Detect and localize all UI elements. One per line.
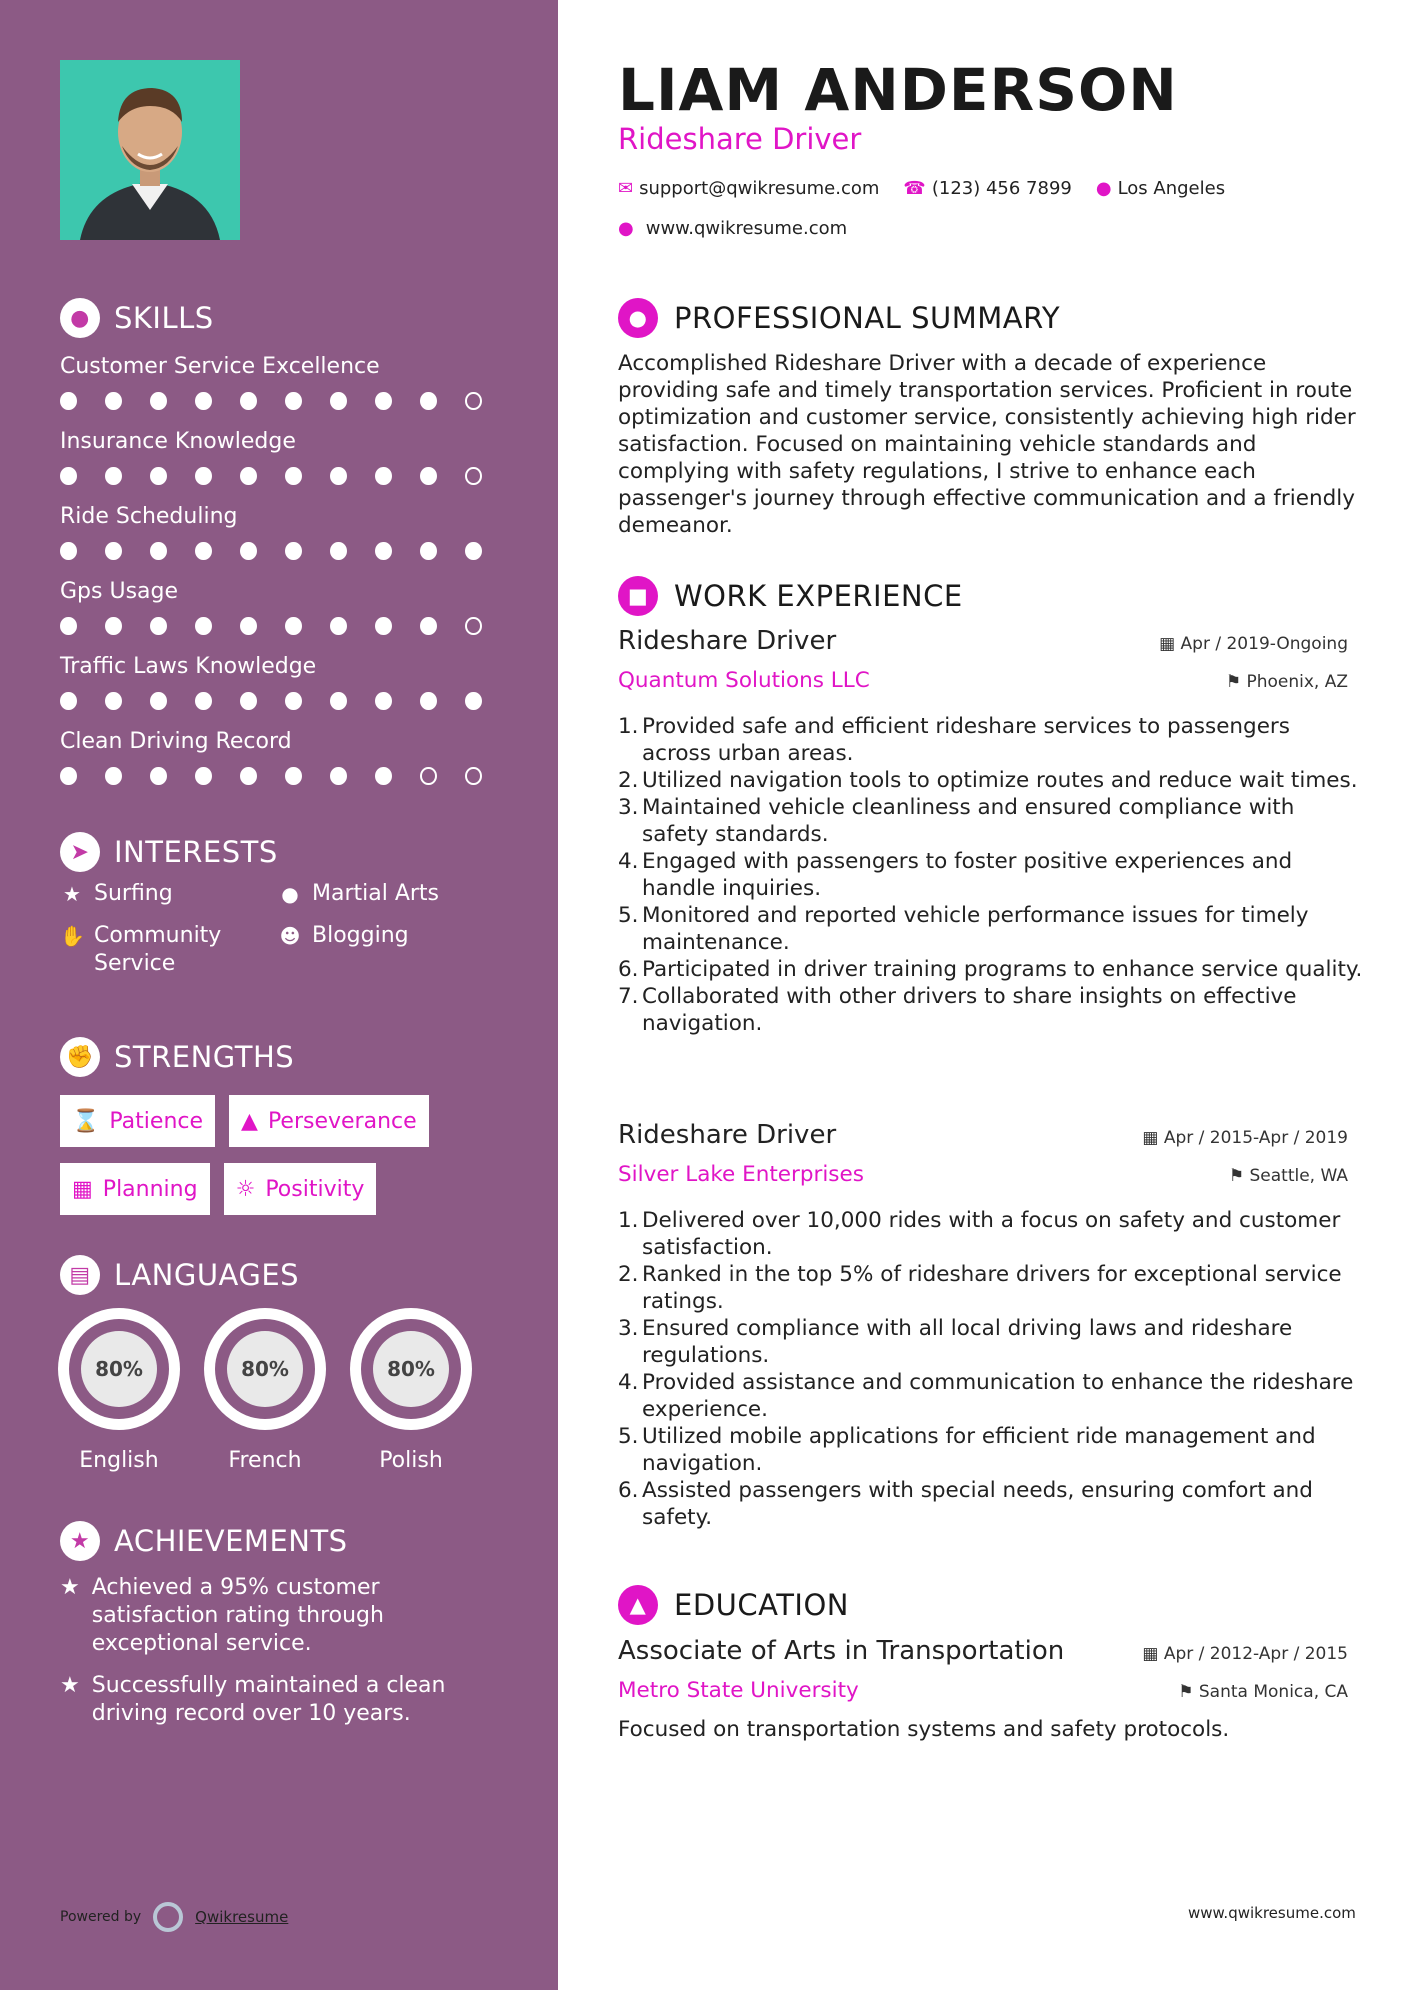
users-icon: ☻ <box>279 924 301 948</box>
rating-dot-filled <box>330 467 347 485</box>
education-heading: ▲ EDUCATION <box>618 1585 849 1625</box>
shooting-star-icon: ★ <box>60 1575 80 1600</box>
education-description: Focused on transportation systems and safety protocols. <box>618 1717 1230 1742</box>
bullet-item: 5. Monitored and reported vehicle performance issues for timely maintenance. <box>618 903 1309 955</box>
sidebar <box>0 0 558 1990</box>
profile-photo <box>60 60 240 240</box>
skill-name: Traffic Laws Knowledge <box>60 654 317 679</box>
skill-item <box>60 650 510 725</box>
shooting-star-icon: ★ <box>60 1673 80 1698</box>
rating-dot-filled <box>105 467 122 485</box>
languages-heading: ▤ LANGUAGES <box>60 1255 299 1295</box>
rating-dot-filled <box>105 617 122 635</box>
job-entry <box>618 1120 1407 1531</box>
school: Metro State University <box>618 1678 859 1703</box>
candidate-name: LIAM ANDERSON <box>618 56 1178 124</box>
bullet-item: 5. Utilized mobile applications for efficient ride management and navigation. <box>618 1424 1316 1476</box>
interests-list <box>60 880 520 978</box>
rating-dot-filled <box>330 767 347 785</box>
rating-dot-filled <box>465 542 482 560</box>
skill-rating <box>60 467 510 485</box>
job-entry <box>618 626 1407 1037</box>
rating-dot-filled <box>375 467 392 485</box>
skill-rating <box>60 617 510 635</box>
rating-dot-filled <box>420 392 437 410</box>
contact-row <box>618 178 1225 199</box>
rating-dot-filled <box>60 617 77 635</box>
main-content <box>558 0 1407 1990</box>
paper-plane-icon: ➤ <box>60 832 100 872</box>
skill-item <box>60 575 510 650</box>
rating-dot-filled <box>150 767 167 785</box>
education-date: ▦ Apr / 2012-Apr / 2015 <box>1142 1644 1348 1664</box>
rating-dot-filled <box>330 617 347 635</box>
website-link[interactable]: www.qwikresume.com <box>645 218 848 239</box>
skills-list <box>60 350 510 800</box>
rating-dot-filled <box>240 617 257 635</box>
rating-dot-empty <box>465 467 482 485</box>
calendar-icon: ▦ <box>1142 1128 1164 1148</box>
rating-dot-filled <box>285 617 302 635</box>
graduation-icon: ▲ <box>618 1585 658 1625</box>
bullet-item: 7. Collaborated with other drivers to share insights on effective navigation. <box>618 984 1297 1036</box>
bullet-item: 3. Ensured compliance with all local driving laws and rideshare regulations. <box>618 1316 1293 1368</box>
rating-dot-filled <box>240 467 257 485</box>
rating-dot-filled <box>195 617 212 635</box>
rating-dot-filled <box>105 392 122 410</box>
rating-dot-filled <box>240 767 257 785</box>
rating-dot-filled <box>60 692 77 710</box>
skill-rating <box>60 542 510 560</box>
phone-text: (123) 456 7899 <box>931 178 1072 199</box>
job-bullets <box>618 713 1363 1037</box>
rating-dot-filled <box>375 692 392 710</box>
globe-icon: ● <box>281 882 299 906</box>
work-heading: ■ WORK EXPERIENCE <box>618 576 963 616</box>
bullet-item: 4. Engaged with passengers to foster positive experiences and handle inquiries. <box>618 849 1293 901</box>
rating-dot-filled <box>150 392 167 410</box>
interests-heading: ➤ INTERESTS <box>60 832 278 872</box>
hand-icon: ✋ <box>60 924 85 948</box>
skill-item <box>60 500 510 575</box>
calendar-icon: ▦ <box>72 1176 93 1202</box>
rating-dot-filled <box>420 617 437 635</box>
bullet-item: 1. Delivered over 10,000 rides with a focus on safety and customer satisfaction. <box>618 1208 1341 1260</box>
summary-heading: ● PROFESSIONAL SUMMARY <box>618 298 1060 338</box>
rating-dot-filled <box>420 692 437 710</box>
calendar-icon: ▦ <box>1142 1644 1164 1664</box>
rating-dot-filled <box>195 392 212 410</box>
skill-name: Insurance Knowledge <box>60 429 296 454</box>
road-icon: ▲ <box>241 1108 258 1134</box>
rating-dot-filled <box>240 692 257 710</box>
language-item: 80% English <box>58 1308 180 1473</box>
email-link[interactable]: support@qwikresume.com <box>639 178 880 199</box>
rating-dot-filled <box>285 767 302 785</box>
skill-item <box>60 725 510 800</box>
rating-dot-filled <box>150 617 167 635</box>
job-company: Quantum Solutions LLC <box>618 668 870 693</box>
chair-icon: ■ <box>618 576 658 616</box>
skill-item <box>60 425 510 500</box>
footer-url[interactable]: www.qwikresume.com <box>1188 1904 1356 1922</box>
website-row <box>618 218 847 239</box>
pushpin-icon: ⚑ <box>1228 1166 1250 1186</box>
fist-icon: ✊ <box>60 1037 100 1077</box>
location-pin-icon: ● <box>1095 178 1112 199</box>
rating-dot-filled <box>60 392 77 410</box>
skill-name: Clean Driving Record <box>60 729 292 754</box>
education-entry <box>618 1636 1348 1742</box>
skill-rating <box>60 692 510 710</box>
rating-dot-filled <box>150 467 167 485</box>
summary-text: Accomplished Rideshare Driver with a decade of experience providing safe and timely transportation services. Proficient in route optimization and customer service, consistently achieving high rider satisfaction. Focused on maintaining vehicle standards and complying with safety regulations, I strive to enhance each passenger's journey through effective communication and a friendly demeanor. <box>618 351 1356 538</box>
skill-name: Ride Scheduling <box>60 504 238 529</box>
user-icon: ● <box>618 298 658 338</box>
skill-rating <box>60 767 510 785</box>
strengths-heading: ✊ STRENGTHS <box>60 1037 294 1077</box>
bullet-item: 1. Provided safe and efficient rideshare services to passengers across urban areas. <box>618 714 1290 766</box>
rating-dot-filled <box>375 767 392 785</box>
degree: Associate of Arts in Transportation <box>618 1636 1065 1666</box>
rating-dot-filled <box>150 542 167 560</box>
rating-dot-filled <box>330 692 347 710</box>
achievements-heading: ★ ACHIEVEMENTS <box>60 1521 348 1561</box>
envelope-icon: ✉ <box>618 178 634 199</box>
bullet-item: 2. Ranked in the top 5% of rideshare drivers for exceptional service ratings. <box>618 1262 1342 1314</box>
bullet-item: 6. Participated in driver training programs to enhance service quality. <box>618 957 1363 982</box>
bullet-item: 6. Assisted passengers with special needs, ensuring comfort and safety. <box>618 1478 1313 1530</box>
skill-name: Customer Service Excellence <box>60 354 380 379</box>
language-item: 80% Polish <box>350 1308 472 1473</box>
job-location: ⚑ Seattle, WA <box>1228 1166 1348 1186</box>
language-ring: 80% <box>204 1308 326 1430</box>
rating-dot-filled <box>105 542 122 560</box>
rating-dot-filled <box>105 767 122 785</box>
language-ring: 80% <box>350 1308 472 1430</box>
language-ring: 80% <box>58 1308 180 1430</box>
bullet-item: 2. Utilized navigation tools to optimize routes and reduce wait times. <box>618 768 1358 793</box>
rating-dot-filled <box>195 767 212 785</box>
star-badge-icon: ★ <box>60 1521 100 1561</box>
rating-dot-filled <box>375 542 392 560</box>
rating-dot-filled <box>285 392 302 410</box>
calendar-icon: ▦ <box>1159 634 1181 654</box>
strength-chip: ▦ Planning <box>60 1163 210 1215</box>
rating-dot-filled <box>375 392 392 410</box>
hourglass-icon: ⌛ <box>72 1108 100 1134</box>
language-card-icon: ▤ <box>60 1255 100 1295</box>
job-date: ▦ Apr / 2019-Ongoing <box>1159 634 1348 654</box>
rating-dot-filled <box>240 392 257 410</box>
achievement-item: ★ Achieved a 95% customer satisfaction rating through exceptional service. <box>60 1575 384 1656</box>
skill-rating <box>60 392 510 410</box>
pushpin-icon: ⚑ <box>1178 1682 1199 1702</box>
globe-icon: ● <box>618 218 634 239</box>
location-text: Los Angeles <box>1117 178 1226 199</box>
job-title: Rideshare Driver <box>618 626 837 656</box>
achievements-list <box>60 1574 500 1742</box>
job-location: ⚑ Phoenix, AZ <box>1225 672 1348 692</box>
pushpin-icon: ⚑ <box>1225 672 1247 692</box>
rating-dot-filled <box>240 542 257 560</box>
rating-dot-filled <box>420 467 437 485</box>
job-bullets <box>618 1207 1363 1531</box>
job-title: Rideshare Driver <box>618 1120 837 1150</box>
bullet-item: 3. Maintained vehicle cleanliness and ensured compliance with safety standards. <box>618 795 1295 847</box>
education-location: ⚑ Santa Monica, CA <box>1178 1682 1348 1702</box>
strength-chip: ☼ Positivity <box>224 1163 377 1215</box>
rating-dot-filled <box>195 692 212 710</box>
rating-dot-filled <box>465 692 482 710</box>
rating-dot-filled <box>60 767 77 785</box>
rating-dot-filled <box>285 467 302 485</box>
skill-item <box>60 350 510 425</box>
interest-item: ✋ Community Service <box>60 923 222 976</box>
bullet-item: 4. Provided assistance and communication to enhance the rideshare experience. <box>618 1370 1354 1422</box>
rating-dot-filled <box>420 542 437 560</box>
rating-dot-filled <box>60 542 77 560</box>
rating-dot-filled <box>195 542 212 560</box>
rating-dot-filled <box>285 692 302 710</box>
interest-item: ● Martial Arts <box>278 880 508 908</box>
powered-by: Powered by Qwikresume <box>60 1902 288 1932</box>
person-avatar-icon <box>60 60 240 240</box>
candidate-role: Rideshare Driver <box>618 122 862 156</box>
qwikresume-logo-icon <box>153 1902 183 1932</box>
rating-dot-empty <box>465 392 482 410</box>
rating-dot-empty <box>465 767 482 785</box>
skill-name: Gps Usage <box>60 579 179 604</box>
star-icon: ★ <box>63 882 81 906</box>
sun-icon: ☼ <box>235 1176 256 1202</box>
rating-dot-filled <box>330 392 347 410</box>
language-item: 80% French <box>204 1308 326 1473</box>
achievement-item: ★ Successfully maintained a clean driving record over 10 years. <box>60 1673 446 1726</box>
rating-dot-empty <box>465 617 482 635</box>
job-date: ▦ Apr / 2015-Apr / 2019 <box>1142 1128 1348 1148</box>
interest-item: ☻ Blogging <box>279 923 409 948</box>
strengths-list <box>60 1095 520 1215</box>
languages-list <box>58 1308 472 1473</box>
lightbulb-icon: ● <box>60 298 100 338</box>
rating-dot-filled <box>330 542 347 560</box>
rating-dot-empty <box>420 767 437 785</box>
rating-dot-filled <box>375 617 392 635</box>
brand-link[interactable]: Qwikresume <box>195 1908 289 1926</box>
strength-chip: ⌛ Patience <box>60 1095 215 1147</box>
rating-dot-filled <box>195 467 212 485</box>
rating-dot-filled <box>150 692 167 710</box>
strength-chip: ▲ Perseverance <box>229 1095 429 1147</box>
rating-dot-filled <box>60 467 77 485</box>
interest-item: ★ Surfing <box>60 880 278 908</box>
phone-icon: ☎ <box>903 178 926 199</box>
rating-dot-filled <box>105 692 122 710</box>
skills-heading: ● SKILLS <box>60 298 214 338</box>
rating-dot-filled <box>285 542 302 560</box>
job-company: Silver Lake Enterprises <box>618 1162 864 1187</box>
